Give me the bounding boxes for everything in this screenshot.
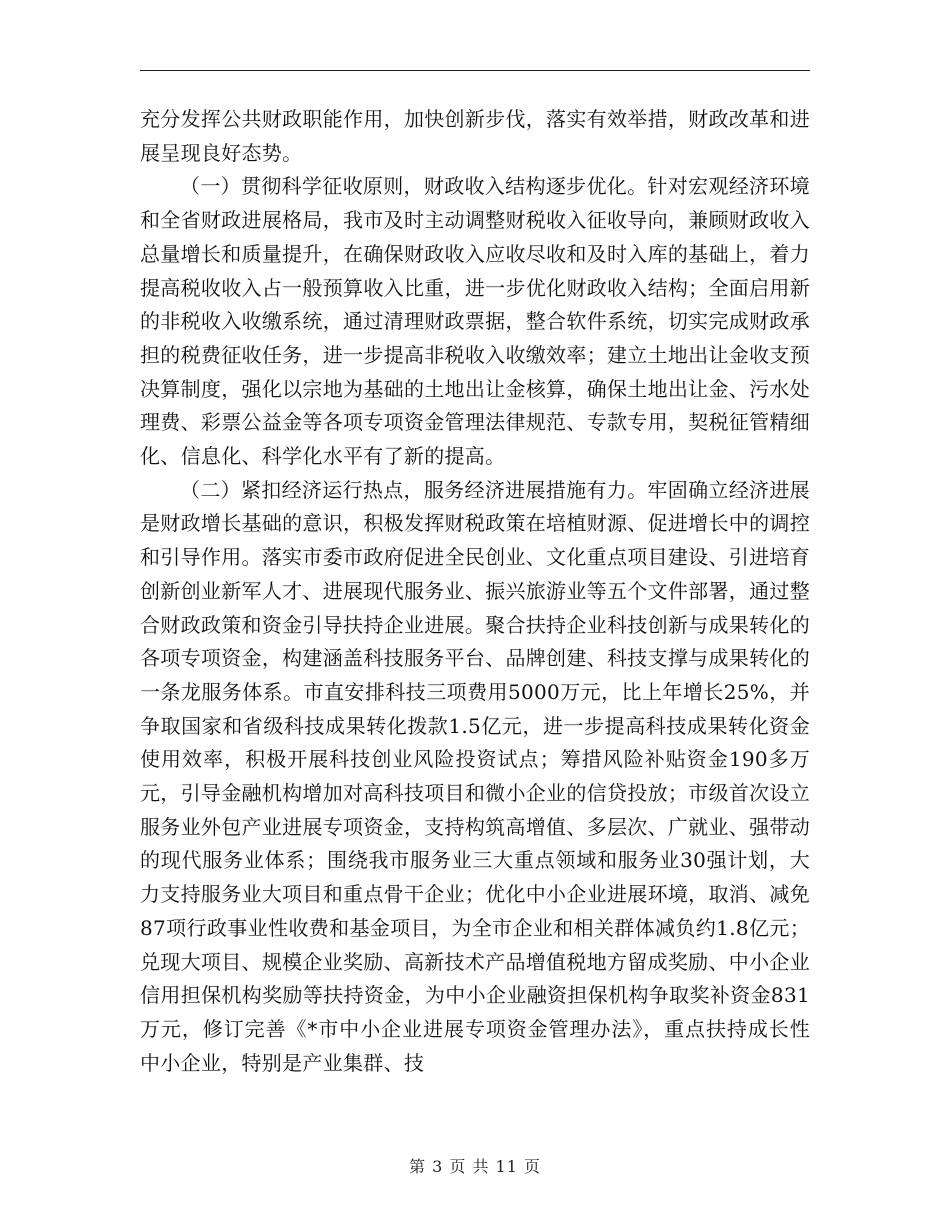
paragraph-2: （一）贯彻科学征收原则，财政收入结构逐步优化。针对宏观经济环境和全省财政进展格局，我市及时主动调整财税收入征收导向，兼顾财政收入总量增长和质量提升，在确保财政收入应收尽收和及时入库的基础上，着力提高税收收入占一般预算收入比重，进一步优化财政收入结构；全面启用新的非税收入收缴系统，通过清理财政票据，整合软件系统，切实完成财政承担的税费征收任务，进一步提高非税收入收缴效率；建立土地出让金收支预决算制度，强化以宗地为基础的土地出让金核算，确保土地出让金、污水处理费、彩票公益金等各项专项资金管理法律规范、专款专用，契税征管精细化、信息化、科学化水平有了新的提高。: [140, 174, 810, 469]
page-number-footer: 第 3 页 共 11 页: [409, 1157, 541, 1176]
paragraph-1: 充分发挥公共财政职能作用，加快创新步伐，落实有效举措，财政改革和进展呈现良好态势。: [140, 107, 810, 165]
header-rule: [140, 70, 810, 71]
paragraph-3: （二）紧扣经济运行热点，服务经济进展措施有力。牢固确立经济进展是财政增长基础的意识，积极发挥财税政策在培植财源、促进增长中的调控和引导作用。落实市委市政府促进全民创业、文化重点项目建设、引进培育创新创业新军人才、进展现代服务业、振兴旅游业等五个文件部署，通过整合财政政策和资金引导扶持企业进展。聚合扶持企业科技创新与成果转化的各项专项资金，构建涵盖科技服务平台、品牌创建、科技支撑与成果转化的一条龙服务体系。市直安排科技三项费用5000万元，比上年增长25%，并争取国家和省级科技成果转化拨款1.5亿元，进一步提高科技成果转化资金使用效率，积极开展科技创业风险投资试点；筹措风险补贴资金190多万元，引导金融机构增加对高科技项目和微小企业的信贷投放；市级首次设立服务业外包产业进展专项资金，支持构筑高增值、多层次、广就业、强带动的现代服务业体系；围绕我市服务业三大重点领域和服务业30强计划，大力支持服务业大项目和重点骨干企业；优化中小企业进展环境，取消、减免87项行政事业性收费和基金项目，为全市企业和相关群体减负约1.8亿元；兑现大项目、规模企业奖励、高新技术产品增值税地方留成奖励、中小企业信用担保机构奖励等扶持资金，为中小企业融资担保机构争取奖补资金831万元，修订完善《*市中小企业进展专项资金管理办法》，重点扶持成长性中小企业，特别是产业集群、技: [140, 477, 810, 1075]
body-text: [140, 103, 810, 1080]
